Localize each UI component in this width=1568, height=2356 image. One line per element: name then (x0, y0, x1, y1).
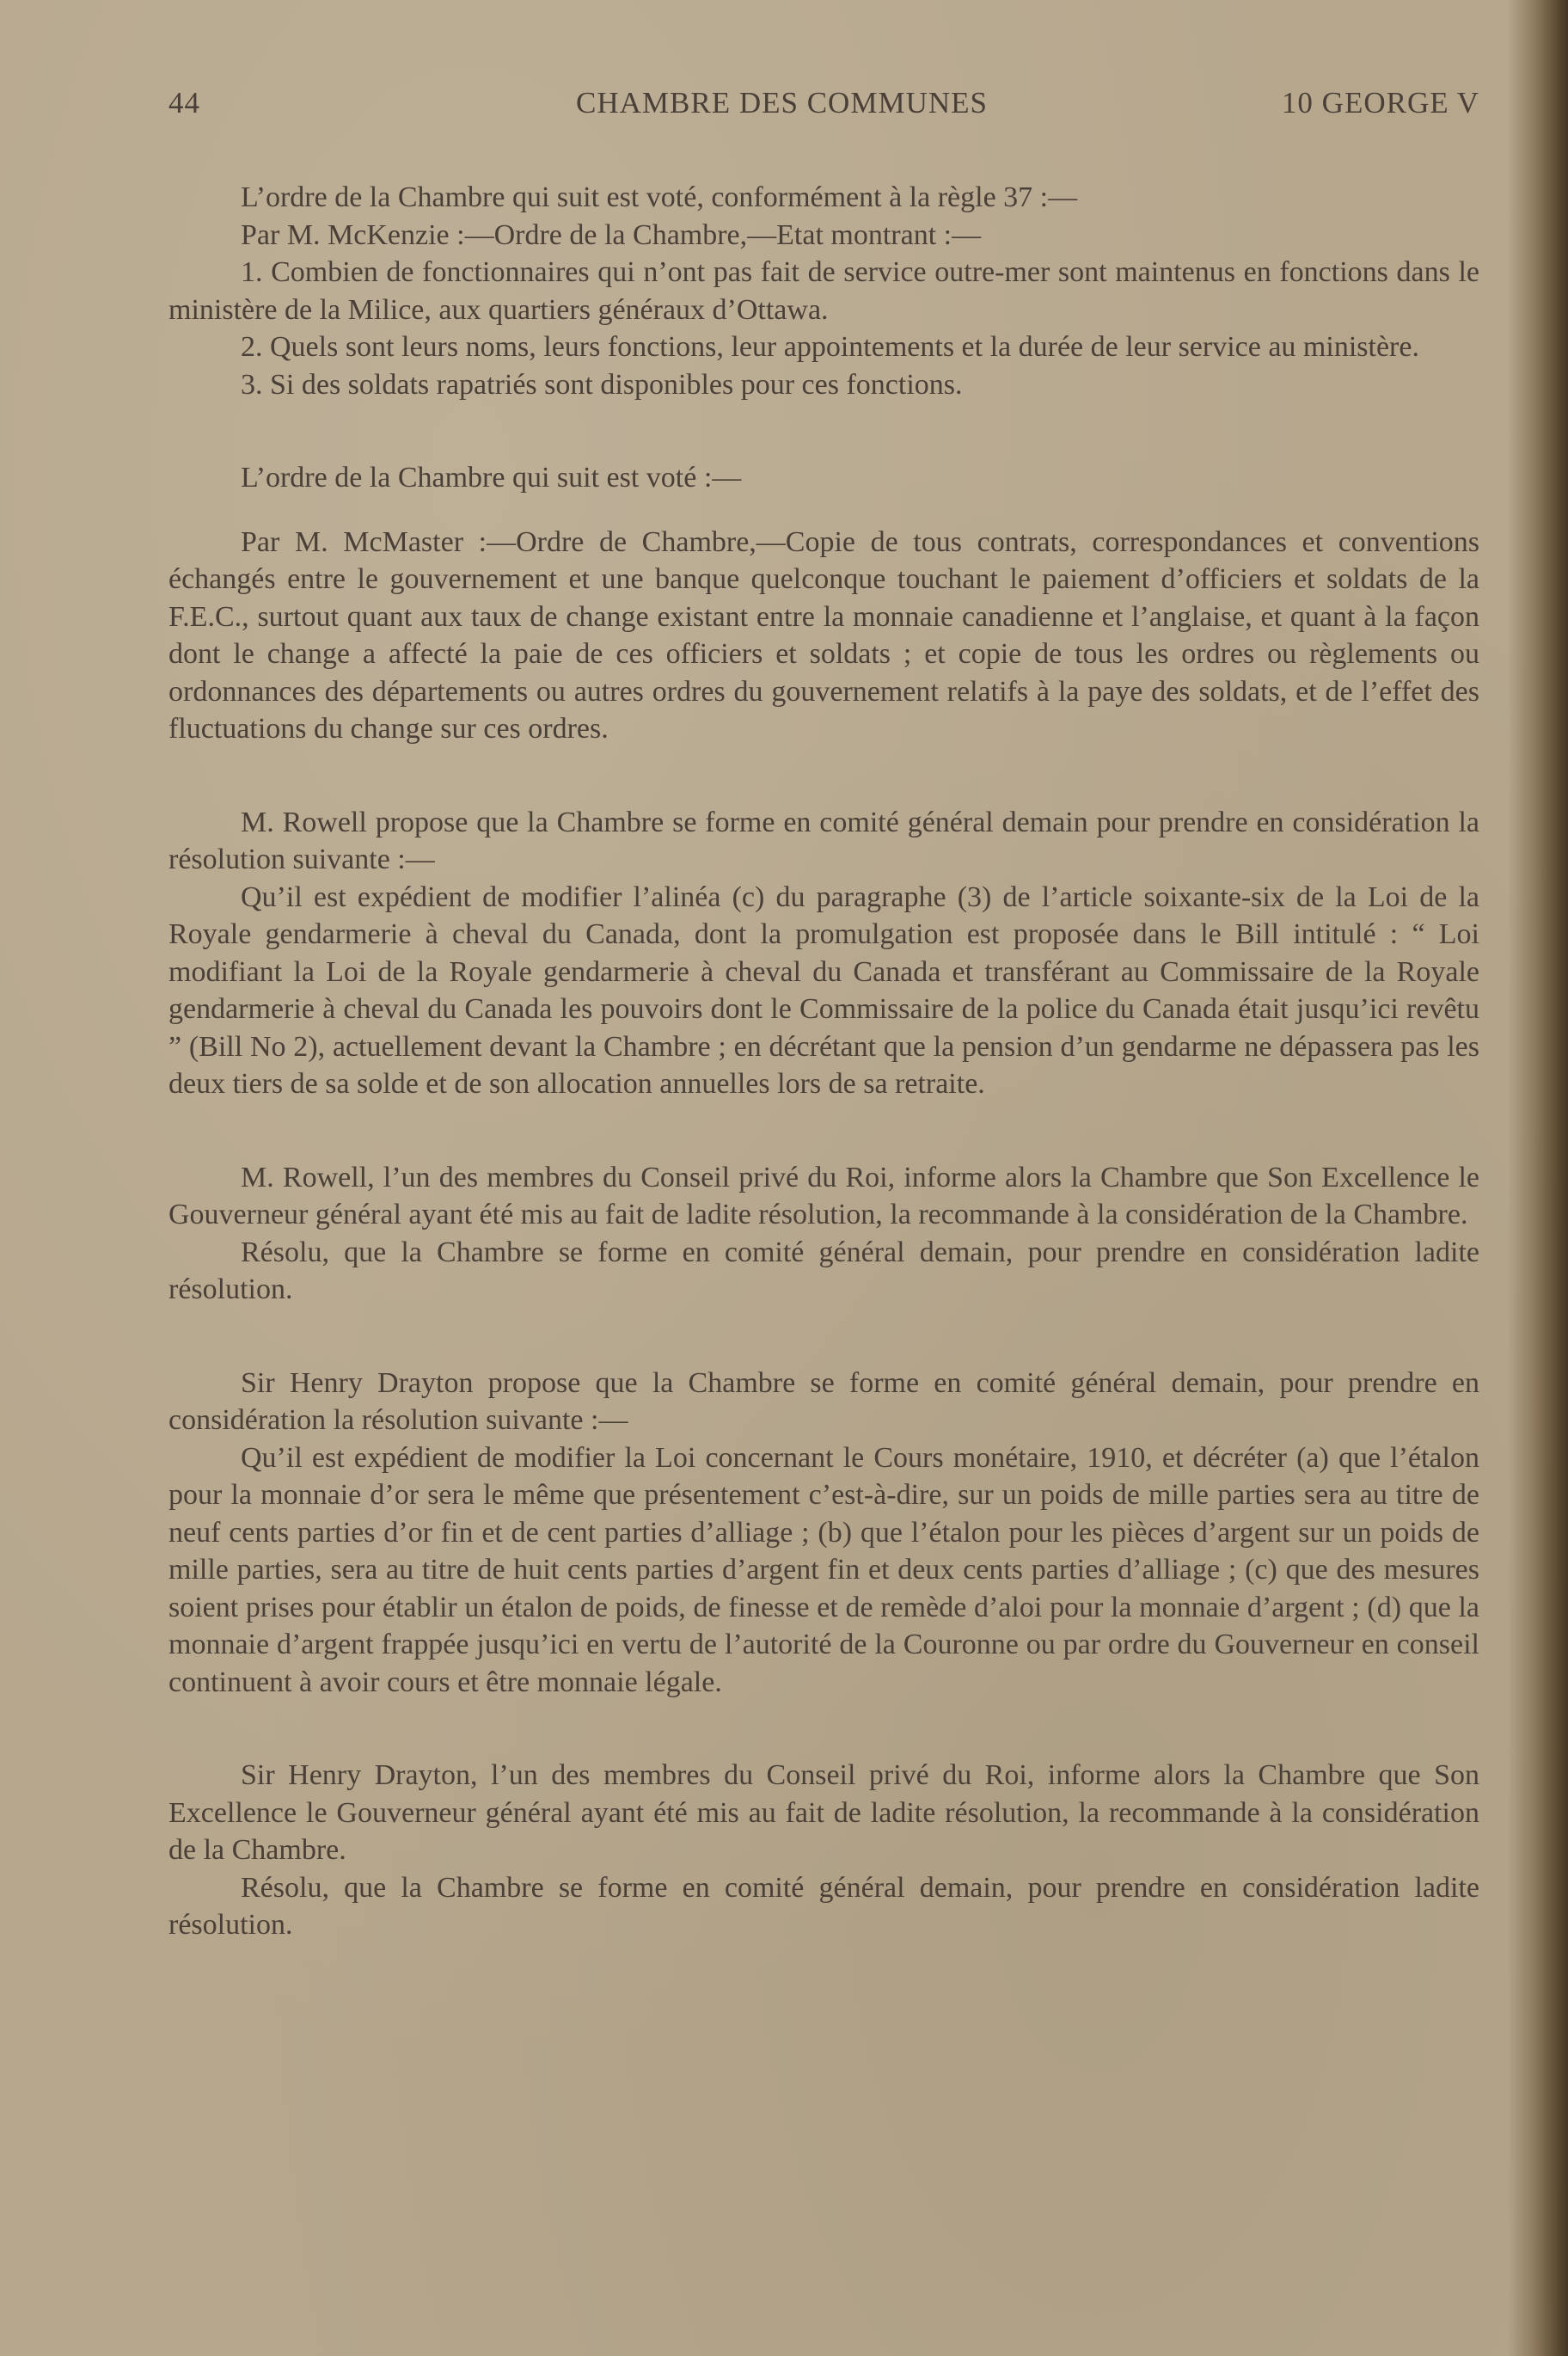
page-header (168, 86, 1479, 129)
paragraph: Résolu, que la Chambre se forme en comité général demain, pour prendre en considération ladite résolution. (168, 1871, 1479, 1941)
section-gap (168, 403, 1479, 459)
rowell-resolution-block (168, 1159, 1479, 1309)
drayton-resolution-block (168, 1757, 1479, 1944)
paragraph: Sir Henry Drayton, l’un des membres du Conseil privé du Roi, informe alors la Chambre que Son Excellence le Gouverneur général ayant été mis au fait de ladite résolution, la recommande à la considération de la Chambre. (168, 1759, 1479, 1866)
paragraph: M. Rowell, l’un des membres du Conseil privé du Roi, informe alors la Chambre que Son Excellence le Gouverneur général ayant été mis au fait de ladite résolution, la recommande à la considération de la Chambre. (168, 1161, 1479, 1230)
paragraph: 3. Si des soldats rapatriés sont disponibles pour ces fonctions. (241, 368, 963, 401)
section-gap (168, 497, 1479, 524)
paragraph: Résolu, que la Chambre se forme en comité général demain, pour prendre en considération ladite résolution. (168, 1236, 1479, 1305)
section-gap (168, 1103, 1479, 1159)
rowell-proposal-block (168, 804, 1479, 1103)
paragraph: Qu’il est expédient de modifier l’alinéa (c) du paragraphe (3) de l’article soixante-six de la Loi de la Royale gendarmerie à cheval du Canada, dont la promulgation est proposée dans le Bill intitulé : “ Loi modifiant la Loi de la Royale gendarmerie à cheval du Canada et transférant au Commissaire de la Royale gendarmerie à cheval du Canada les pouvoirs dont le Commissaire de la police du Canada était jusqu’ici revêtu ” (Bill No 2), actuellement devant la Chambre ; en décrétant que la pension d’un gendarme ne dépassera pas les deux tiers de sa solde et de son allocation annuelles lors de sa retraite. (168, 880, 1479, 1100)
order-intro-block (168, 459, 1479, 497)
section-gap (168, 1309, 1479, 1365)
order-block-mcmaster (168, 524, 1479, 748)
paragraph: L’ordre de la Chambre qui suit est voté, conformément à la règle 37 :— (241, 181, 1078, 213)
paragraph: M. Rowell propose que la Chambre se forme en comité général demain pour prendre en considération la résolution suivante :— (168, 806, 1479, 875)
running-title: CHAMBRE DES COMMUNES (576, 86, 988, 120)
section-gap (168, 1701, 1479, 1757)
paragraph: L’ordre de la Chambre qui suit est voté :— (241, 462, 742, 494)
paragraph: 2. Quels sont leurs noms, leurs fonctions, leur appointements et la durée de leur service au ministère. (241, 331, 1419, 363)
paragraph: Par M. McMaster :—Ordre de Chambre,—Copie de tous contrats, correspondances et conventions échangés entre le gouvernement et une banque quelconque touchant le paiement d’officiers et soldats de la F.E.C., surtout quant aux taux de change existant entre la monnaie canadienne et l’anglaise, et quant à la façon dont le change a affecté la paie de ces officiers et soldats ; et copie de tous les ordres ou règlements ou ordonnances des départements ou autres ordres du gouvernement relatifs à la paye des soldats, et de l’effet des fluctuations du change sur ces ordres. (168, 525, 1479, 745)
paragraph: Par M. McKenzie :—Ordre de la Chambre,—Etat montrant :— (241, 218, 982, 251)
paragraph: Sir Henry Drayton propose que la Chambre se forme en comité général demain, pour prendre en considération la résolution suivante :— (168, 1366, 1479, 1436)
paragraph: 1. Combien de fonctionnaires qui n’ont pas fait de service outre-mer sont maintenus en fonctions dans le ministère de la Milice, aux quartiers généraux d’Ottawa. (168, 256, 1479, 326)
drayton-proposal-block (168, 1365, 1479, 1702)
section-gap (168, 748, 1479, 804)
page-number: 44 (168, 86, 200, 120)
paragraph: Qu’il est expédient de modifier la Loi concernant le Cours monétaire, 1910, et décréter (a) que l’étalon pour la monnaie d’or sera le même que présentement c’est-à-dire, sur un poids de mille parties sera au titre de neuf cents parties d’or fin et de cent parties d’alliage ; (b) que l’étalon pour les pièces d’argent sur un poids de mille parties, sera au titre de huit cents parties d’argent fin et deux cents parties d’alliage ; (c) que des mesures soient prises pour établir un étalon de poids, de finesse et de remède d’aloi pour la monnaie d’argent ; (d) que la monnaie d’argent frappée jusqu’ici en vertu de l’autorité de la Couronne ou par ordre du Gouverneur en conseil continuent à avoir cours et être monnaie légale. (168, 1441, 1479, 1698)
order-block-mckenzie (168, 179, 1479, 403)
page-body (168, 179, 1479, 1944)
reign-year: 10 GEORGE V (1281, 86, 1479, 120)
book-spine-shadow (1508, 0, 1568, 2356)
